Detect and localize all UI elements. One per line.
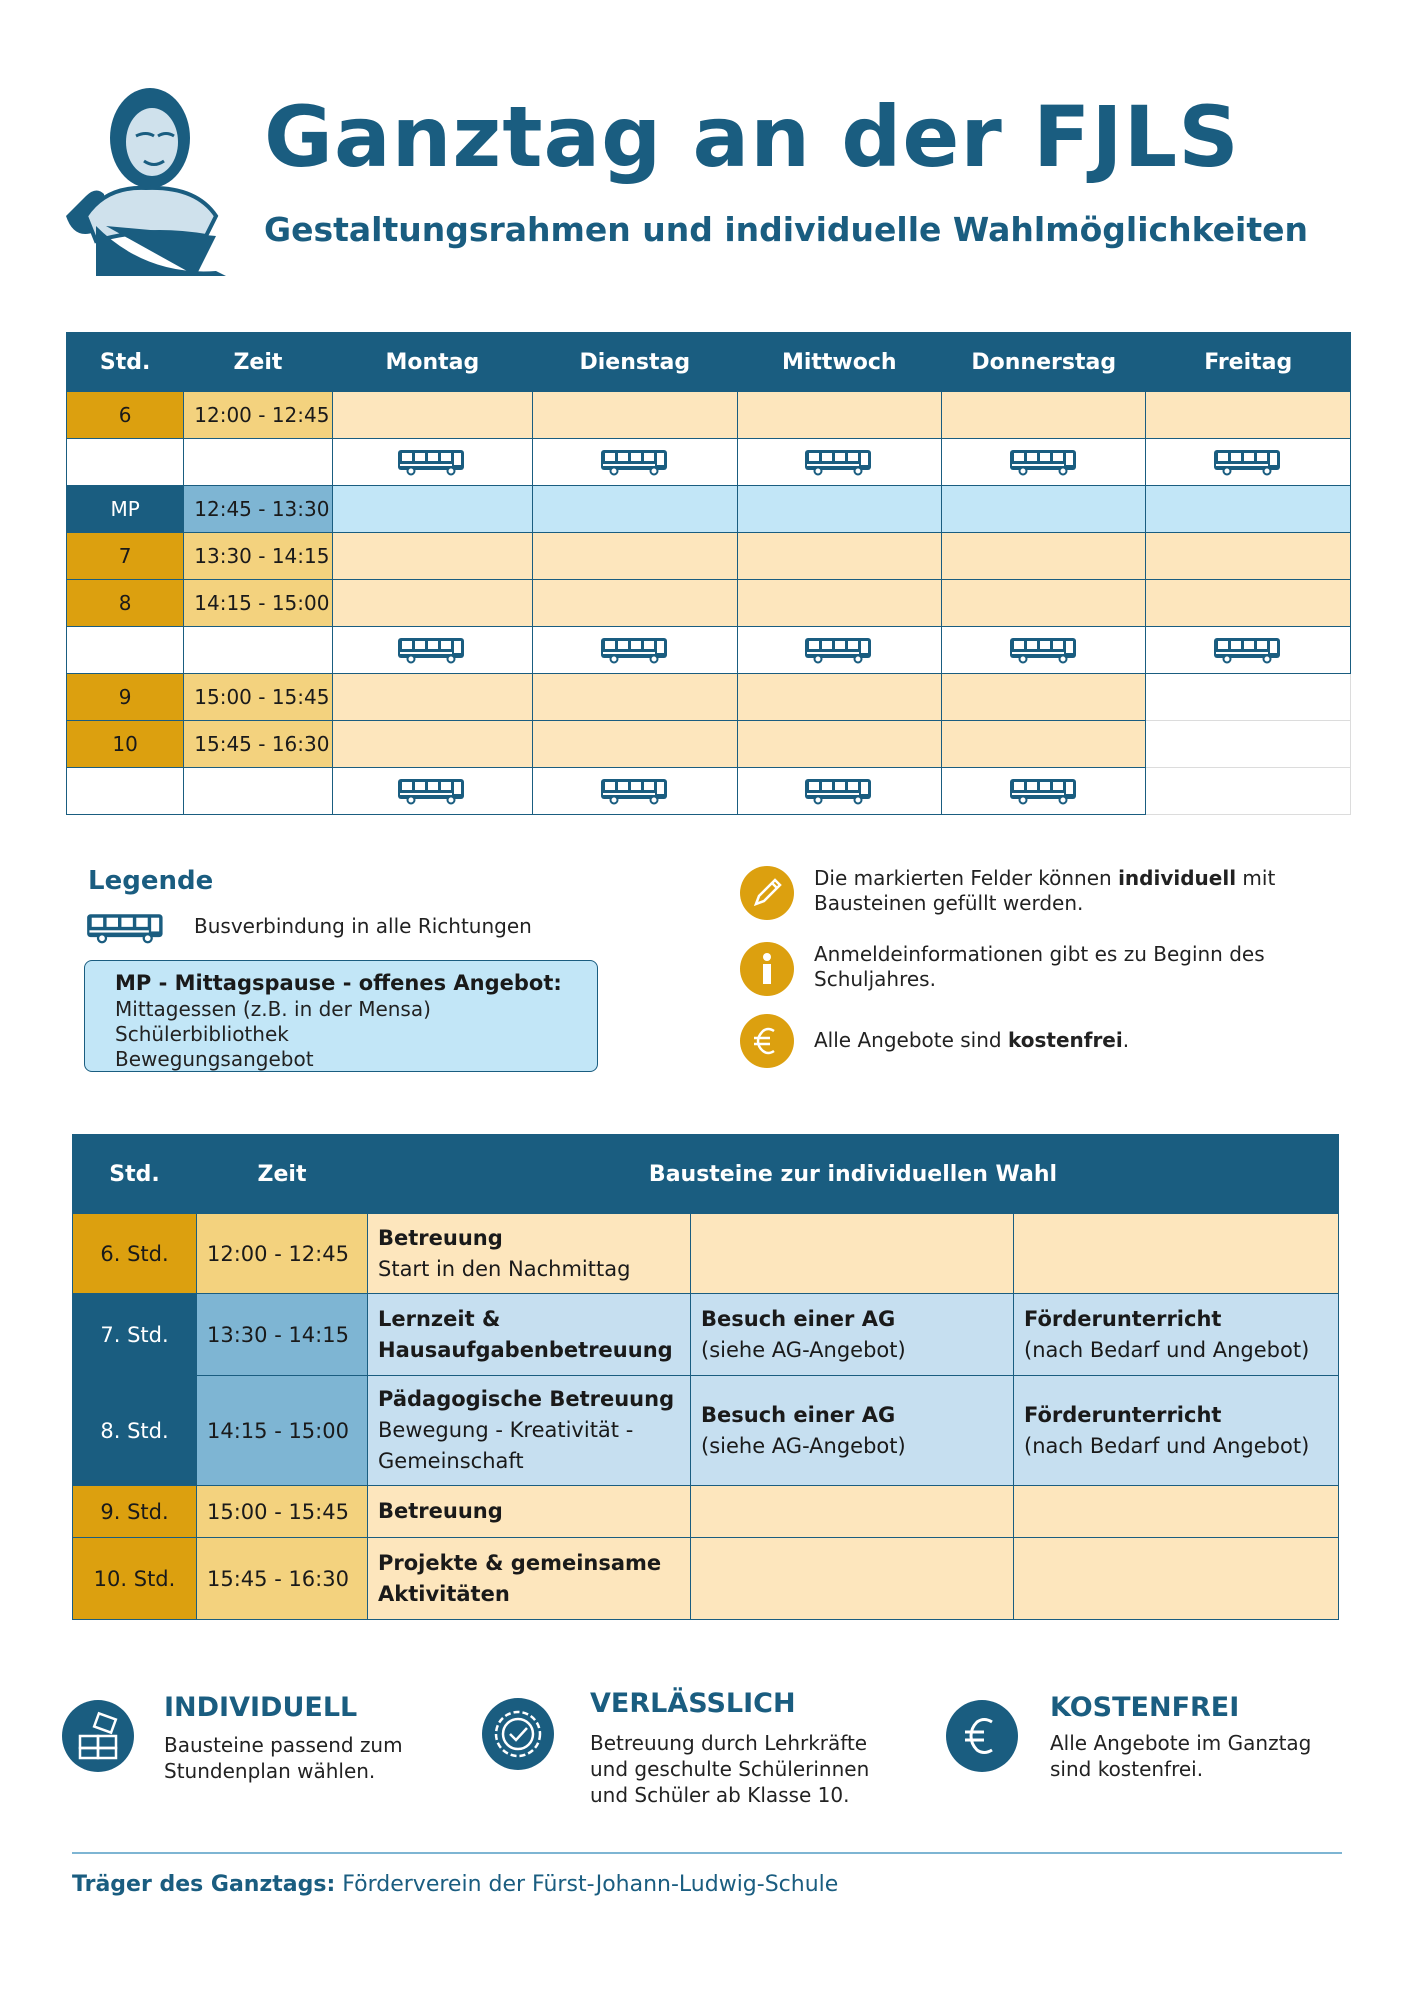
zeit-cell: 12:00 - 12:45	[197, 1214, 368, 1294]
table-row	[67, 674, 1351, 721]
zeit-cell: 15:00 - 15:45	[197, 1486, 368, 1538]
baustein-cell: Pädagogische Betreuung Bewegung - Kreativität - Gemeinschaft	[368, 1376, 691, 1486]
std-cell: 7	[67, 533, 184, 580]
bus-row	[67, 768, 1351, 815]
divider	[72, 1852, 1342, 1854]
std-cell: 6. Std.	[73, 1214, 197, 1294]
bus-icon	[397, 636, 467, 664]
baustein-cell	[1014, 1538, 1339, 1620]
feature-text: Bausteine passend zum Stundenplan wählen.	[164, 1733, 403, 1783]
baustein-cell	[691, 1214, 1014, 1294]
euro-icon	[740, 1014, 794, 1068]
baustein-cell: Förderunterricht (nach Bedarf und Angebot)	[1014, 1294, 1339, 1376]
header-bausteine: Bausteine zur individuellen Wahl	[368, 1135, 1339, 1214]
baustein-cell	[691, 1538, 1014, 1620]
table-row	[67, 721, 1351, 768]
bus-row	[67, 439, 1351, 486]
baustein-cell: Betreuung Start in den Nachmittag	[368, 1214, 691, 1294]
zeit-cell: 14:15 - 15:00	[184, 580, 332, 627]
blocks-icon	[62, 1700, 134, 1772]
zeit-cell: 13:30 - 14:15	[197, 1294, 368, 1376]
baustein-cell	[1014, 1214, 1339, 1294]
std-cell: 8. Std.	[73, 1376, 197, 1486]
legend-title: Legende	[88, 866, 214, 896]
header-montag: Montag	[332, 333, 532, 392]
header-donnerstag: Donnerstag	[942, 333, 1146, 392]
feature-title: KOSTENFREI	[1050, 1692, 1240, 1723]
table-row	[67, 486, 1351, 533]
header-dienstag: Dienstag	[533, 333, 737, 392]
bausteine-header-row	[73, 1135, 1339, 1214]
table-row	[67, 580, 1351, 627]
feature-text: Alle Angebote im Ganztag sind kostenfrei.	[1050, 1731, 1312, 1781]
bus-icon	[804, 777, 874, 805]
std-cell: MP	[67, 486, 184, 533]
note-kostenfrei: Alle Angebote sind kostenfrei.	[814, 1028, 1130, 1052]
slot-cell	[1146, 392, 1351, 439]
baustein-cell	[1014, 1486, 1339, 1538]
bausteine-table	[72, 1134, 1339, 1620]
bus-icon	[397, 448, 467, 476]
header-zeit: Zeit	[184, 333, 332, 392]
slot-cell	[737, 392, 941, 439]
table-row	[73, 1376, 1339, 1486]
bus-icon	[1213, 448, 1283, 476]
zeit-cell: 12:45 - 13:30	[184, 486, 332, 533]
bus-icon	[804, 636, 874, 664]
page-subtitle: Gestaltungsrahmen und individuelle Wahlmöglichkeiten	[264, 210, 1308, 249]
info-icon	[740, 942, 794, 996]
baustein-cell: Betreuung	[368, 1486, 691, 1538]
bus-icon	[600, 777, 670, 805]
std-cell: 7. Std.	[73, 1294, 197, 1376]
bus-icon	[600, 448, 670, 476]
euro-icon	[946, 1700, 1018, 1772]
legend-bus-text: Busverbindung in alle Richtungen	[194, 914, 532, 938]
std-cell: 10	[67, 721, 184, 768]
std-cell: 10. Std.	[73, 1538, 197, 1620]
baustein-cell: Besuch einer AG (siehe AG-Angebot)	[691, 1294, 1014, 1376]
zeit-cell: 13:30 - 14:15	[184, 533, 332, 580]
slot-cell	[332, 392, 532, 439]
bus-icon	[1213, 636, 1283, 664]
header-std: Std.	[67, 333, 184, 392]
baustein-cell	[691, 1486, 1014, 1538]
bus-icon	[1009, 777, 1079, 805]
bus-icon	[1009, 636, 1079, 664]
std-cell: 8	[67, 580, 184, 627]
std-cell: 9. Std.	[73, 1486, 197, 1538]
std-cell: 6	[67, 392, 184, 439]
zeit-cell: 15:45 - 16:30	[197, 1538, 368, 1620]
bus-icon	[397, 777, 467, 805]
header-std: Std.	[73, 1135, 197, 1214]
mp-item: Mittagessen (z.B. in der Mensa)	[115, 997, 431, 1021]
page-title: Ganztag an der FJLS	[264, 88, 1240, 186]
baustein-cell: Besuch einer AG (siehe AG-Angebot)	[691, 1376, 1014, 1486]
schedule-header-row	[67, 333, 1351, 392]
baustein-cell: Lernzeit & Hausaufgabenbetreuung	[368, 1294, 691, 1376]
header-mittwoch: Mittwoch	[737, 333, 941, 392]
header-freitag: Freitag	[1146, 333, 1351, 392]
mp-info-box	[84, 960, 598, 1072]
bus-icon	[600, 636, 670, 664]
table-row	[73, 1486, 1339, 1538]
feature-title: VERLÄSSLICH	[590, 1688, 796, 1719]
table-row	[73, 1538, 1339, 1620]
std-cell: 9	[67, 674, 184, 721]
table-row	[67, 392, 1351, 439]
mp-item: Bewegungsangebot	[115, 1047, 314, 1071]
feature-title: INDIVIDUELL	[164, 1692, 358, 1723]
note-anmeldung: Anmeldeinformationen gibt es zu Beginn des Schuljahres.	[814, 942, 1265, 991]
bus-icon	[1009, 448, 1079, 476]
table-row	[67, 533, 1351, 580]
slot-cell	[942, 392, 1146, 439]
portrait-logo	[66, 76, 226, 276]
baustein-cell: Projekte & gemeinsame Aktivitäten	[368, 1538, 691, 1620]
header-zeit: Zeit	[197, 1135, 368, 1214]
footer: Träger des Ganztags: Förderverein der Fürst-Johann-Ludwig-Schule	[72, 1872, 839, 1897]
slot-cell	[533, 392, 737, 439]
baustein-cell: Förderunterricht (nach Bedarf und Angebot)	[1014, 1376, 1339, 1486]
bus-row	[67, 627, 1351, 674]
weekly-schedule-table	[66, 332, 1351, 815]
mp-title: MP - Mittagspause - offenes Angebot:	[115, 971, 562, 995]
mp-item: Schülerbibliothek	[115, 1022, 289, 1046]
bus-icon	[804, 448, 874, 476]
zeit-cell: 14:15 - 15:00	[197, 1376, 368, 1486]
zeit-cell: 15:00 - 15:45	[184, 674, 332, 721]
zeit-cell: 15:45 - 16:30	[184, 721, 332, 768]
bus-icon	[86, 912, 166, 944]
table-row	[73, 1214, 1339, 1294]
note-individuell: Die markierten Felder können individuell mit Bausteinen gefüllt werden.	[814, 866, 1276, 915]
check-badge-icon	[482, 1698, 554, 1770]
table-row	[73, 1294, 1339, 1376]
pencil-icon	[740, 866, 794, 920]
feature-text: Betreuung durch Lehrkräfte und geschulte Schülerinnen und Schüler ab Klasse 10.	[590, 1731, 870, 1807]
zeit-cell: 12:00 - 12:45	[184, 392, 332, 439]
